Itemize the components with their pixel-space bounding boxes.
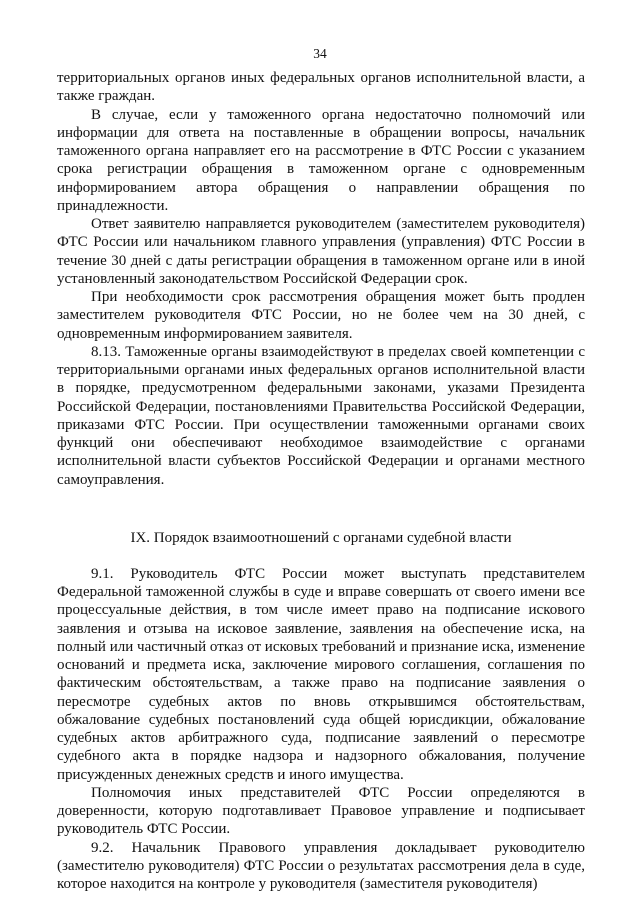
paragraph: При необходимости срок рассмотрения обращения может быть продлен заместителем руководителя ФТС России, но не более чем на 30 дней, с одновременным информированием заявителя. bbox=[57, 289, 585, 342]
paragraph-continuation: территориальных органов иных федеральных органов исполнительной власти, а также граждан. bbox=[57, 70, 585, 105]
body-text bbox=[57, 69, 585, 893]
heading-spacer bbox=[57, 547, 585, 565]
paragraph-8-13: 8.13. Таможенные органы взаимодействуют в пределах своей компетенции с территориальными органами иных федеральных органов исполнительной власти в порядке, предусмотренном федеральными законами, указами Президента Российской Федерации, постановлениями Правительства Российской Федерации, приказами ФТС России. При осуществлении таможенными органами своих функций они обеспечивают необходимое взаимодействие с органами исполнительной власти субъектов Российской Федерации и органами местного самоуправления. bbox=[57, 343, 585, 488]
paragraph-9-2: 9.2. Начальник Правового управления докладывает руководителю (заместителю руководителя) ФТС России о результатах рассмотрения дела в суде, которое находится на контроле у руководителя (заместителя руководителя) bbox=[57, 839, 585, 892]
paragraph-9-1: 9.1. Руководитель ФТС России может выступать представителем Федеральной таможенной службы в суде и вправе совершать от своего имени все процессуальные действия, в том числе имеет право на подписание искового заявления и отзыва на исковое заявление, заявления на обеспечение иска, на полный или частичный отказ от исковых требований и признание иска, изменение оснований и предмета иска, заключение мирового соглашения, соглашения по фактическим обстоятельствам, а также право на подписание заявления о пересмотре судебных актов по вновь открывшимся обстоятельствам, обжалование судебных постановлений суда общей юрисдикции, обжалование судебных актов арбитражного суда, подписание заявлений о пересмотре судебного акта в порядке надзора и надзорного обжалования, получение присужденных денежных средств и иного имущества. bbox=[57, 565, 585, 783]
page-number: 34 bbox=[313, 46, 327, 61]
paragraph: Полномочия иных представителей ФТС России определяются в доверенности, которую подготавливает Правовое управление и подписывает руководитель ФТС России. bbox=[57, 784, 585, 838]
section-spacer bbox=[57, 489, 585, 529]
paragraph: Ответ заявителю направляется руководителем (заместителем руководителя) ФТС России или начальником главного управления (управления) ФТС России в течение 30 дней с даты регистрации обращения в таможенном органе или в иной установленный законодательством Российской Федерации срок. bbox=[57, 216, 585, 287]
section-heading: IX. Порядок взаимоотношений с органами судебной власти bbox=[130, 529, 512, 546]
paragraph: В случае, если у таможенного органа недостаточно полномочий или информации для ответа на поставленные в обращении вопросы, начальник таможенного органа направляет его на рассмотрение в ФТС России с указанием срока регистрации обращения в таможенном органе с одновременным информированием автора обращения о направлении обращения по принадлежности. bbox=[57, 106, 585, 214]
